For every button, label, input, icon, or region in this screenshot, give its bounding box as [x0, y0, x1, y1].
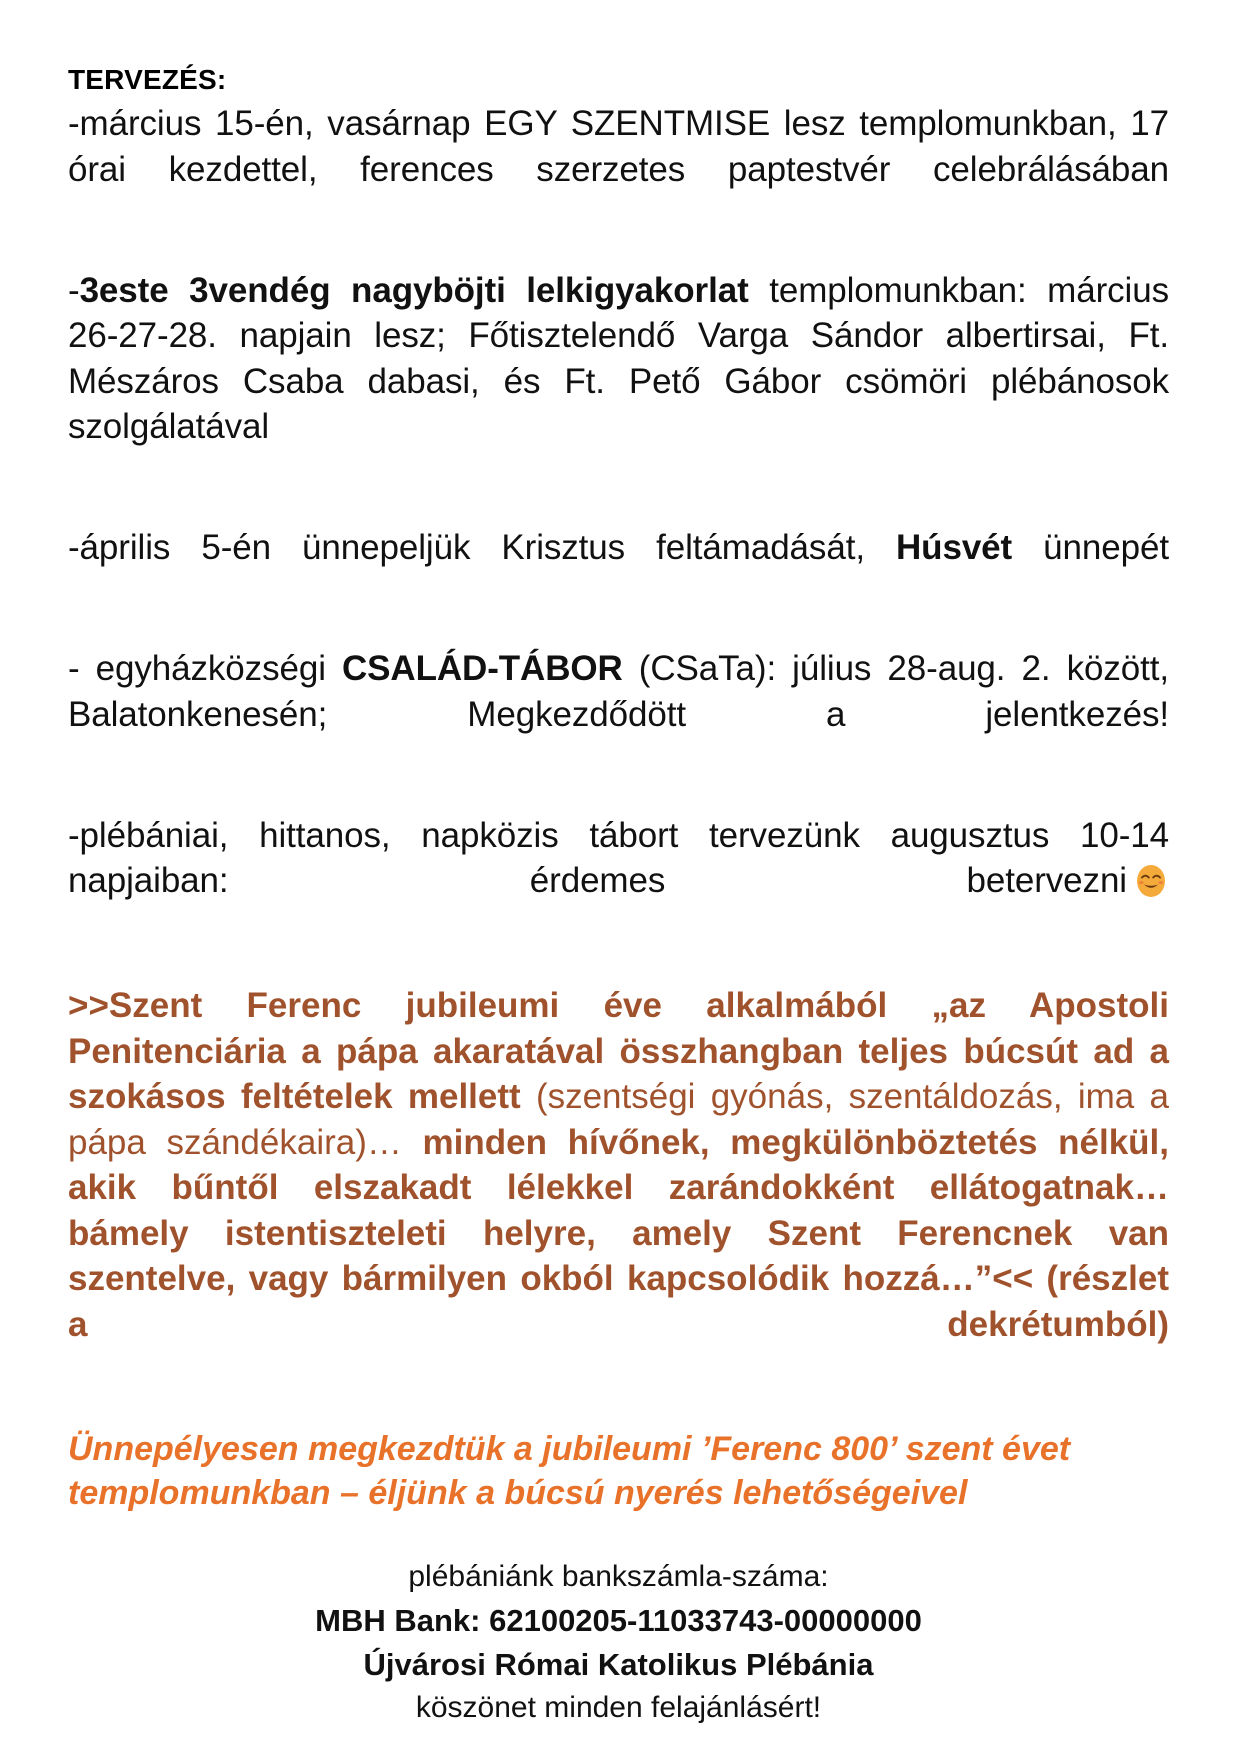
spacer — [68, 783, 1169, 813]
slogan-line-one: Ünnepélyesen megkezdtük a jubileumi ’Ferenc 800’ szent évet — [68, 1429, 1071, 1468]
footer-thanks-note: köszönet minden felajánlásért! — [415, 1690, 822, 1724]
family-camp-before-text: - egyházközségi — [68, 649, 342, 688]
easter-bold-emphasis: Húsvét — [896, 528, 1013, 567]
footer-parish-name: Újvárosi Római Katolikus Plébánia — [363, 1646, 874, 1682]
spacer — [68, 949, 1169, 983]
easter-before-text: -április 5-én ünnepeljük Krisztus feltámadását, — [68, 528, 896, 567]
paragraph-family-camp — [68, 646, 1169, 783]
easter-after-text: ünnepét — [1012, 528, 1169, 567]
slogan-line-two: templomunkban – éljünk a búcsú nyerés lehetőségeivel — [68, 1474, 968, 1513]
day-camp-text: -plébániai, hittanos, napközis tábort tervezünk augusztus 10-14 napjaiban: érdemes betervezni — [68, 815, 1169, 900]
decree-part-three: minden hívőnek, megkülönböztetés nélkül, akik bűntől elszakadt lélekkel zarándokként ellátogatnak… bámely istentiszteleti helyre, amely Szent Ferencnek van szentelve, vagy bármilyen okból kapcsolódik hozzá…”<< (részlet a dekrétumból) — [68, 1122, 1170, 1344]
smiling-face-with-smiling-eyes-icon — [1133, 863, 1169, 899]
decree-parenthetical: (szentségi gyónás, szentáldozás, ima a pápa szándékaira)… — [68, 1077, 1169, 1162]
spacer — [68, 495, 1169, 525]
paragraph-mass — [68, 101, 1169, 238]
family-camp-after-text: (CSaTa): július 28-aug. 2. között, Balatonkenesén; Megkezdődött a jelentkezés! — [68, 649, 1169, 734]
spacer — [68, 616, 1169, 646]
retreat-prefix: - — [68, 270, 80, 310]
paragraph-day-camp — [68, 813, 1169, 950]
paragraph-easter — [68, 525, 1169, 616]
footer-bank-label: plébániánk bankszámla-száma: — [408, 1560, 829, 1594]
retreat-bold-emphasis: 3este 3vendég nagyböjti lelkigyakorlat — [79, 270, 749, 310]
footer-bank-details — [68, 1556, 1169, 1729]
paragraph-mass-text: -március 15-én, vasárnap EGY SZENTMISE lesz templomunkban, 17 órai kezdettel, ferences szerzetes paptestvér celebrálásában — [68, 104, 1169, 189]
paragraph-decree-quote — [68, 983, 1169, 1393]
family-camp-bold-emphasis: CSALÁD-TÁBOR — [341, 649, 623, 688]
slogan-jubilee — [68, 1427, 1169, 1517]
footer-bank-account-number: MBH Bank: 62100205-11033743-00000000 — [315, 1602, 922, 1638]
paragraph-retreat — [68, 268, 1169, 496]
page-title: TERVEZÉS: — [68, 64, 227, 95]
retreat-rest-text: templomunkban: március 26-27-28. napjain lesz; Főtisztelendő Varga Sándor albertirsai, Ft. Mészáros Csaba dabasi, és Ft. Pető Gábor csömöri plébánosok szolgálatával — [68, 270, 1169, 446]
decree-part-one: >>Szent Ferenc jubileumi éve alkalmából „az Apostoli Penitenciária a pápa akaratával összhangban teljes búcsút ad a szokásos feltételek mellett — [68, 986, 1169, 1116]
spacer — [68, 238, 1169, 268]
spacer — [68, 1393, 1169, 1427]
